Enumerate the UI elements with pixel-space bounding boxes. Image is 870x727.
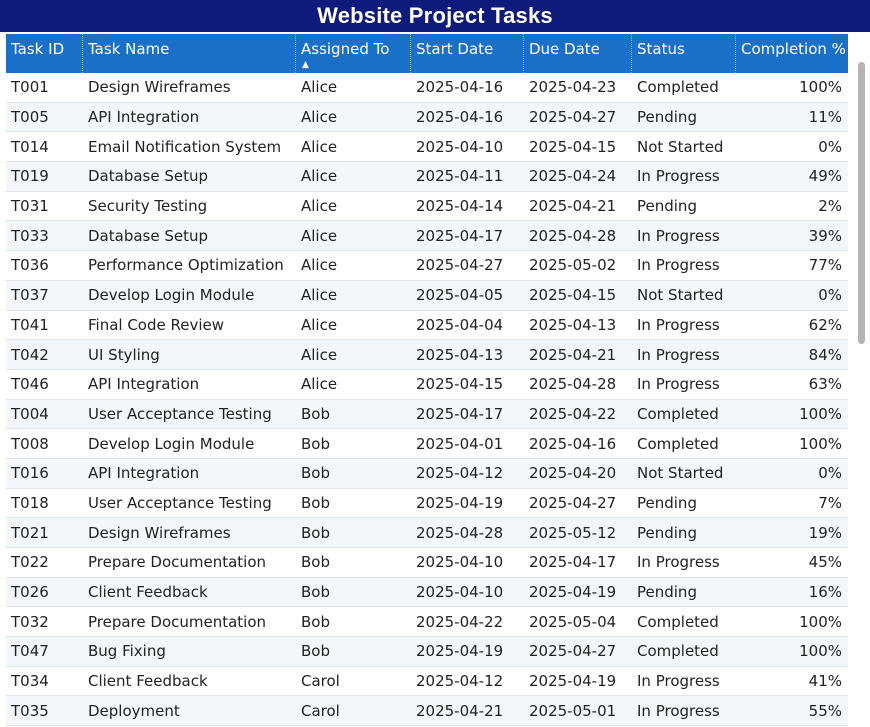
cell-due-date: 2025-04-21 xyxy=(529,345,617,364)
cell-start-date: 2025-04-17 xyxy=(416,226,504,245)
cell-status: In Progress xyxy=(637,167,720,186)
column-header-task-id[interactable] xyxy=(6,34,83,73)
cell-completion: 11% xyxy=(808,108,842,127)
cell-status: Completed xyxy=(637,612,719,631)
cell-task-id: T022 xyxy=(11,553,49,572)
cell-assigned-to: Carol xyxy=(301,672,340,691)
cell-status: Completed xyxy=(637,404,719,423)
cell-assigned-to: Alice xyxy=(301,345,338,364)
table-row[interactable] xyxy=(6,667,848,697)
cell-start-date: 2025-04-13 xyxy=(416,345,504,364)
cell-task-name: Bug Fixing xyxy=(88,642,166,661)
table-body xyxy=(6,73,848,726)
cell-completion: 77% xyxy=(808,256,842,275)
cell-task-id: T019 xyxy=(11,167,49,186)
cell-assigned-to: Alice xyxy=(301,78,338,97)
cell-status: Pending xyxy=(637,523,697,542)
cell-due-date: 2025-04-28 xyxy=(529,226,617,245)
cell-due-date: 2025-04-19 xyxy=(529,672,617,691)
cell-due-date: 2025-04-19 xyxy=(529,583,617,602)
cell-task-id: T018 xyxy=(11,493,49,512)
cell-completion: 2% xyxy=(818,197,842,216)
cell-due-date: 2025-04-17 xyxy=(529,553,617,572)
cell-task-id: T036 xyxy=(11,256,49,275)
cell-assigned-to: Alice xyxy=(301,108,338,127)
cell-task-id: T035 xyxy=(11,701,49,720)
cell-completion: 0% xyxy=(818,137,842,156)
cell-completion: 41% xyxy=(808,672,842,691)
cell-task-name: Client Feedback xyxy=(88,672,208,691)
cell-assigned-to: Bob xyxy=(301,464,330,483)
cell-status: Pending xyxy=(637,108,697,127)
sort-up-icon: ▲ xyxy=(302,60,309,70)
cell-task-name: Email Notification System xyxy=(88,137,282,156)
cell-task-name: Design Wireframes xyxy=(88,523,231,542)
cell-assigned-to: Carol xyxy=(301,701,340,720)
cell-status: In Progress xyxy=(637,701,720,720)
cell-task-id: T031 xyxy=(11,197,49,216)
cell-status: In Progress xyxy=(637,226,720,245)
cell-task-id: T008 xyxy=(11,434,49,453)
cell-completion: 16% xyxy=(808,583,842,602)
table-row[interactable] xyxy=(6,696,848,726)
cell-status: Not Started xyxy=(637,137,724,156)
cell-completion: 62% xyxy=(808,315,842,334)
cell-due-date: 2025-04-28 xyxy=(529,375,617,394)
cell-task-id: T032 xyxy=(11,612,49,631)
table-row[interactable] xyxy=(6,637,848,667)
table-row[interactable] xyxy=(6,489,848,519)
cell-task-id: T005 xyxy=(11,108,49,127)
cell-task-name: Prepare Documentation xyxy=(88,553,267,572)
cell-assigned-to: Alice xyxy=(301,137,338,156)
column-header-label: Completion % xyxy=(741,40,846,58)
table-row[interactable] xyxy=(6,103,848,133)
column-header-due-date[interactable] xyxy=(524,34,632,73)
table-row[interactable] xyxy=(6,340,848,370)
cell-completion: 55% xyxy=(808,701,842,720)
cell-start-date: 2025-04-10 xyxy=(416,553,504,572)
table-row[interactable] xyxy=(6,607,848,637)
cell-due-date: 2025-04-15 xyxy=(529,286,617,305)
cell-task-name: Client Feedback xyxy=(88,583,208,602)
cell-completion: 100% xyxy=(799,612,842,631)
cell-task-id: T041 xyxy=(11,315,49,334)
column-header-label: Assigned To xyxy=(301,40,390,58)
cell-status: Completed xyxy=(637,78,719,97)
column-header-label: Start Date xyxy=(416,40,494,58)
table-header xyxy=(6,34,848,73)
cell-task-name: API Integration xyxy=(88,464,200,483)
cell-task-id: T016 xyxy=(11,464,49,483)
table-row[interactable] xyxy=(6,251,848,281)
cell-start-date: 2025-04-10 xyxy=(416,137,504,156)
cell-start-date: 2025-04-14 xyxy=(416,197,504,216)
cell-task-id: T034 xyxy=(11,672,49,691)
cell-due-date: 2025-05-01 xyxy=(529,701,617,720)
cell-status: Not Started xyxy=(637,286,724,305)
cell-completion: 84% xyxy=(808,345,842,364)
column-header-assigned-to[interactable] xyxy=(296,34,411,73)
cell-completion: 0% xyxy=(818,464,842,483)
cell-task-id: T021 xyxy=(11,523,49,542)
cell-status: In Progress xyxy=(637,345,720,364)
cell-due-date: 2025-04-13 xyxy=(529,315,617,334)
cell-assigned-to: Bob xyxy=(301,642,330,661)
cell-task-name: User Acceptance Testing xyxy=(88,493,272,512)
cell-due-date: 2025-04-27 xyxy=(529,108,617,127)
cell-status: Pending xyxy=(637,493,697,512)
cell-assigned-to: Alice xyxy=(301,197,338,216)
cell-completion: 100% xyxy=(799,434,842,453)
cell-task-name: Final Code Review xyxy=(88,315,225,334)
cell-completion: 100% xyxy=(799,78,842,97)
cell-assigned-to: Alice xyxy=(301,226,338,245)
cell-task-name: Develop Login Module xyxy=(88,286,255,305)
cell-task-name: Performance Optimization xyxy=(88,256,284,275)
cell-task-id: T004 xyxy=(11,404,49,423)
cell-task-name: Security Testing xyxy=(88,197,208,216)
cell-completion: 63% xyxy=(808,375,842,394)
cell-task-name: Prepare Documentation xyxy=(88,612,267,631)
cell-completion: 49% xyxy=(808,167,842,186)
cell-assigned-to: Alice xyxy=(301,286,338,305)
cell-start-date: 2025-04-21 xyxy=(416,701,504,720)
cell-start-date: 2025-04-12 xyxy=(416,672,504,691)
cell-start-date: 2025-04-04 xyxy=(416,315,504,334)
table-row[interactable] xyxy=(6,221,848,251)
cell-task-id: T014 xyxy=(11,137,49,156)
cell-start-date: 2025-04-05 xyxy=(416,286,504,305)
cell-task-id: T033 xyxy=(11,226,49,245)
cell-task-name: API Integration xyxy=(88,375,200,394)
table-row[interactable] xyxy=(6,132,848,162)
cell-due-date: 2025-04-15 xyxy=(529,137,617,156)
table-row[interactable] xyxy=(6,192,848,222)
cell-completion: 45% xyxy=(808,553,842,572)
table-row[interactable] xyxy=(6,73,848,103)
vertical-scrollbar-thumb[interactable] xyxy=(858,62,865,344)
cell-task-name: Database Setup xyxy=(88,226,208,245)
cell-start-date: 2025-04-19 xyxy=(416,642,504,661)
cell-start-date: 2025-04-15 xyxy=(416,375,504,394)
cell-assigned-to: Alice xyxy=(301,256,338,275)
column-header-label: Status xyxy=(637,40,685,58)
cell-status: Completed xyxy=(637,434,719,453)
cell-due-date: 2025-04-16 xyxy=(529,434,617,453)
cell-status: Pending xyxy=(637,197,697,216)
cell-completion: 100% xyxy=(799,642,842,661)
cell-status: Completed xyxy=(637,642,719,661)
cell-start-date: 2025-04-22 xyxy=(416,612,504,631)
cell-assigned-to: Bob xyxy=(301,612,330,631)
cell-assigned-to: Bob xyxy=(301,553,330,572)
cell-task-id: T001 xyxy=(11,78,49,97)
table-row[interactable] xyxy=(6,311,848,341)
cell-status: In Progress xyxy=(637,315,720,334)
cell-task-name: Database Setup xyxy=(88,167,208,186)
cell-completion: 19% xyxy=(808,523,842,542)
table-row[interactable] xyxy=(6,459,848,489)
cell-assigned-to: Alice xyxy=(301,167,338,186)
cell-assigned-to: Alice xyxy=(301,375,338,394)
cell-due-date: 2025-04-23 xyxy=(529,78,617,97)
cell-assigned-to: Bob xyxy=(301,493,330,512)
cell-start-date: 2025-04-28 xyxy=(416,523,504,542)
cell-start-date: 2025-04-01 xyxy=(416,434,504,453)
cell-task-name: UI Styling xyxy=(88,345,160,364)
cell-assigned-to: Bob xyxy=(301,583,330,602)
cell-assigned-to: Alice xyxy=(301,315,338,334)
column-header-label: Due Date xyxy=(529,40,600,58)
cell-due-date: 2025-04-20 xyxy=(529,464,617,483)
cell-status: In Progress xyxy=(637,553,720,572)
table-row[interactable] xyxy=(6,162,848,192)
cell-task-name: User Acceptance Testing xyxy=(88,404,272,423)
cell-completion: 39% xyxy=(808,226,842,245)
cell-task-id: T026 xyxy=(11,583,49,602)
cell-due-date: 2025-04-27 xyxy=(529,493,617,512)
cell-start-date: 2025-04-19 xyxy=(416,493,504,512)
cell-assigned-to: Bob xyxy=(301,523,330,542)
table-row[interactable] xyxy=(6,518,848,548)
table-row[interactable] xyxy=(6,429,848,459)
cell-start-date: 2025-04-16 xyxy=(416,78,504,97)
cell-due-date: 2025-04-27 xyxy=(529,642,617,661)
cell-task-id: T042 xyxy=(11,345,49,364)
cell-completion: 0% xyxy=(818,286,842,305)
cell-start-date: 2025-04-11 xyxy=(416,167,504,186)
cell-start-date: 2025-04-12 xyxy=(416,464,504,483)
column-header-status[interactable] xyxy=(632,34,736,73)
table-row[interactable] xyxy=(6,400,848,430)
table-row[interactable] xyxy=(6,281,848,311)
cell-due-date: 2025-04-24 xyxy=(529,167,617,186)
cell-task-name: Deployment xyxy=(88,701,180,720)
cell-status: In Progress xyxy=(637,672,720,691)
task-table xyxy=(6,34,848,726)
cell-assigned-to: Bob xyxy=(301,404,330,423)
page-title: Website Project Tasks xyxy=(0,0,870,32)
cell-start-date: 2025-04-10 xyxy=(416,583,504,602)
table-row[interactable] xyxy=(6,370,848,400)
cell-task-id: T046 xyxy=(11,375,49,394)
cell-completion: 100% xyxy=(799,404,842,423)
cell-status: Not Started xyxy=(637,464,724,483)
column-header-start-date[interactable] xyxy=(411,34,524,73)
cell-assigned-to: Bob xyxy=(301,434,330,453)
cell-start-date: 2025-04-16 xyxy=(416,108,504,127)
cell-due-date: 2025-05-02 xyxy=(529,256,617,275)
table-row[interactable] xyxy=(6,548,848,578)
column-header-label: Task ID xyxy=(11,40,65,58)
cell-task-id: T037 xyxy=(11,286,49,305)
column-header-label: Task Name xyxy=(88,40,170,58)
column-header-task-name[interactable] xyxy=(83,34,296,73)
table-row[interactable] xyxy=(6,578,848,608)
cell-start-date: 2025-04-27 xyxy=(416,256,504,275)
cell-start-date: 2025-04-17 xyxy=(416,404,504,423)
cell-status: In Progress xyxy=(637,375,720,394)
cell-completion: 7% xyxy=(818,493,842,512)
cell-task-name: API Integration xyxy=(88,108,200,127)
cell-due-date: 2025-04-21 xyxy=(529,197,617,216)
column-header-completion[interactable] xyxy=(736,34,848,73)
cell-task-name: Develop Login Module xyxy=(88,434,255,453)
cell-due-date: 2025-05-04 xyxy=(529,612,617,631)
cell-due-date: 2025-04-22 xyxy=(529,404,617,423)
cell-status: In Progress xyxy=(637,256,720,275)
cell-due-date: 2025-05-12 xyxy=(529,523,617,542)
cell-status: Pending xyxy=(637,583,697,602)
cell-task-name: Design Wireframes xyxy=(88,78,231,97)
cell-task-id: T047 xyxy=(11,642,49,661)
